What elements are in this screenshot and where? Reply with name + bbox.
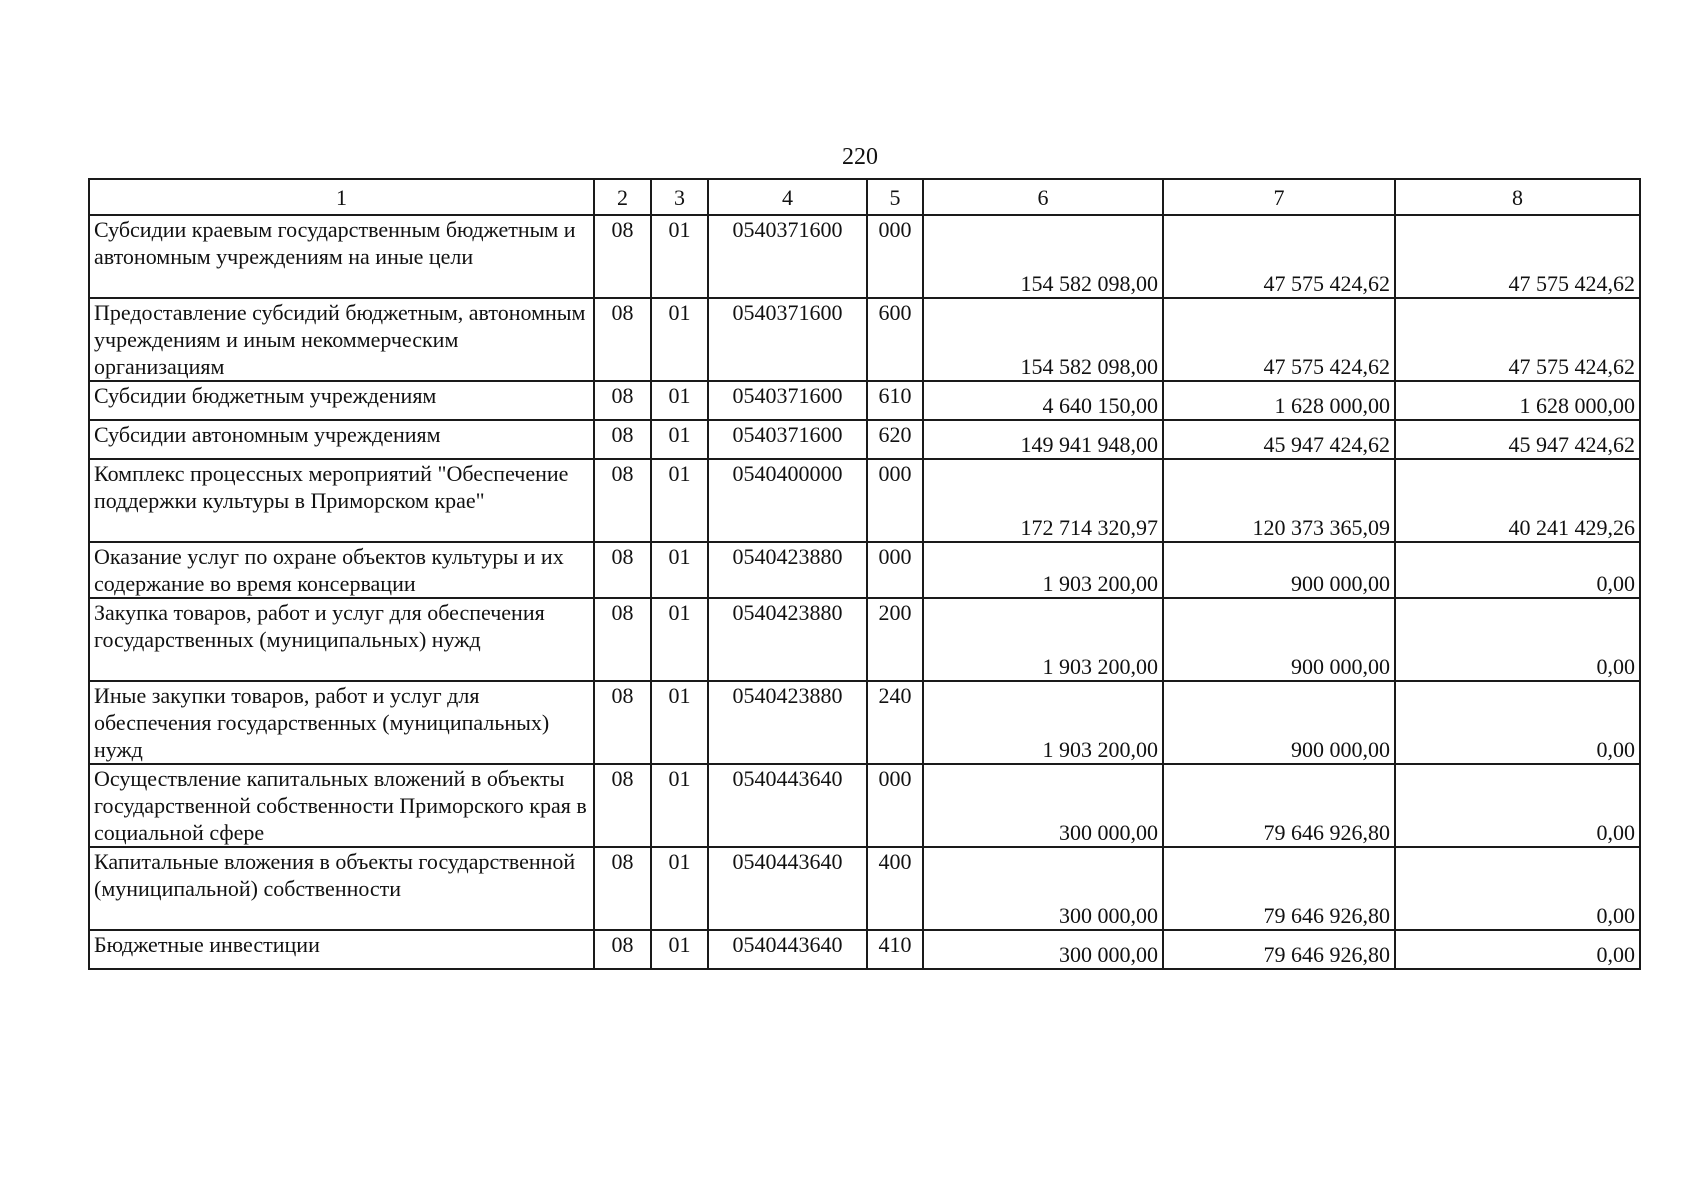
subsection-code: 01: [651, 930, 708, 969]
amount-col6: 300 000,00: [923, 847, 1163, 930]
amount-col7: 45 947 424,62: [1163, 420, 1395, 459]
column-header: 1: [89, 179, 594, 215]
amount-col8: 0,00: [1395, 930, 1640, 969]
subsection-code: 01: [651, 381, 708, 420]
amount-col7: 79 646 926,80: [1163, 764, 1395, 847]
column-header: 6: [923, 179, 1163, 215]
amount-col6: 149 941 948,00: [923, 420, 1163, 459]
amount-col7: 47 575 424,62: [1163, 215, 1395, 298]
section-code: 08: [594, 459, 651, 542]
amount-col8: 47 575 424,62: [1395, 298, 1640, 381]
table-row: [89, 215, 1640, 298]
column-header: 8: [1395, 179, 1640, 215]
expense-type-code: 400: [867, 847, 923, 930]
column-number-row: [89, 179, 1640, 215]
amount-col6: 4 640 150,00: [923, 381, 1163, 420]
target-article-code: 0540371600: [708, 381, 867, 420]
subsection-code: 01: [651, 298, 708, 381]
amount-col6: 154 582 098,00: [923, 215, 1163, 298]
section-code: 08: [594, 764, 651, 847]
subsection-code: 01: [651, 215, 708, 298]
section-code: 08: [594, 420, 651, 459]
subsection-code: 01: [651, 598, 708, 681]
item-name: Субсидии бюджетным учреждениям: [89, 381, 594, 420]
target-article-code: 0540371600: [708, 298, 867, 381]
table-row: [89, 764, 1640, 847]
table-row: [89, 930, 1640, 969]
amount-col8: 0,00: [1395, 847, 1640, 930]
budget-table: [88, 178, 1641, 970]
section-code: 08: [594, 847, 651, 930]
table-row: [89, 681, 1640, 764]
expense-type-code: 240: [867, 681, 923, 764]
item-name: Субсидии автономным учреждениям: [89, 420, 594, 459]
amount-col6: 1 903 200,00: [923, 598, 1163, 681]
amount-col6: 300 000,00: [923, 764, 1163, 847]
target-article-code: 0540423880: [708, 598, 867, 681]
target-article-code: 0540423880: [708, 542, 867, 598]
item-name: Бюджетные инвестиции: [89, 930, 594, 969]
subsection-code: 01: [651, 542, 708, 598]
target-article-code: 0540443640: [708, 847, 867, 930]
expense-type-code: 610: [867, 381, 923, 420]
column-header: 7: [1163, 179, 1395, 215]
expense-type-code: 000: [867, 215, 923, 298]
amount-col7: 900 000,00: [1163, 598, 1395, 681]
table-row: [89, 459, 1640, 542]
amount-col6: 154 582 098,00: [923, 298, 1163, 381]
item-name: Осуществление капитальных вложений в объекты государственной собственности Приморского края в социальной сфере: [89, 764, 594, 847]
amount-col6: 172 714 320,97: [923, 459, 1163, 542]
amount-col6: 300 000,00: [923, 930, 1163, 969]
section-code: 08: [594, 598, 651, 681]
amount-col8: 0,00: [1395, 681, 1640, 764]
subsection-code: 01: [651, 764, 708, 847]
target-article-code: 0540371600: [708, 420, 867, 459]
expense-type-code: 000: [867, 459, 923, 542]
amount-col8: 1 628 000,00: [1395, 381, 1640, 420]
column-header: 3: [651, 179, 708, 215]
expense-type-code: 200: [867, 598, 923, 681]
section-code: 08: [594, 930, 651, 969]
expense-type-code: 410: [867, 930, 923, 969]
amount-col7: 79 646 926,80: [1163, 930, 1395, 969]
amount-col8: 0,00: [1395, 764, 1640, 847]
table-row: [89, 298, 1640, 381]
amount-col6: 1 903 200,00: [923, 542, 1163, 598]
column-header: 4: [708, 179, 867, 215]
table-row: [89, 420, 1640, 459]
expense-type-code: 000: [867, 542, 923, 598]
expense-type-code: 600: [867, 298, 923, 381]
table-row: [89, 598, 1640, 681]
item-name: Комплекс процессных мероприятий "Обеспечение поддержки культуры в Приморском крае": [89, 459, 594, 542]
target-article-code: 0540443640: [708, 930, 867, 969]
amount-col7: 47 575 424,62: [1163, 298, 1395, 381]
amount-col7: 120 373 365,09: [1163, 459, 1395, 542]
section-code: 08: [594, 298, 651, 381]
amount-col7: 79 646 926,80: [1163, 847, 1395, 930]
amount-col8: 0,00: [1395, 542, 1640, 598]
section-code: 08: [594, 381, 651, 420]
item-name: Оказание услуг по охране объектов культуры и их содержание во время консервации: [89, 542, 594, 598]
amount-col6: 1 903 200,00: [923, 681, 1163, 764]
item-name: Иные закупки товаров, работ и услуг для обеспечения государственных (муниципальных) нужд: [89, 681, 594, 764]
item-name: Капитальные вложения в объекты государственной (муниципальной) собственности: [89, 847, 594, 930]
table-row: [89, 381, 1640, 420]
amount-col8: 47 575 424,62: [1395, 215, 1640, 298]
expense-type-code: 000: [867, 764, 923, 847]
table-row: [89, 847, 1640, 930]
item-name: Закупка товаров, работ и услуг для обеспечения государственных (муниципальных) нужд: [89, 598, 594, 681]
target-article-code: 0540423880: [708, 681, 867, 764]
column-header: 5: [867, 179, 923, 215]
expense-type-code: 620: [867, 420, 923, 459]
amount-col7: 1 628 000,00: [1163, 381, 1395, 420]
amount-col8: 45 947 424,62: [1395, 420, 1640, 459]
amount-col8: 0,00: [1395, 598, 1640, 681]
subsection-code: 01: [651, 420, 708, 459]
target-article-code: 0540443640: [708, 764, 867, 847]
target-article-code: 0540400000: [708, 459, 867, 542]
item-name: Субсидии краевым государственным бюджетным и автономным учреждениям на иные цели: [89, 215, 594, 298]
section-code: 08: [594, 215, 651, 298]
section-code: 08: [594, 542, 651, 598]
subsection-code: 01: [651, 681, 708, 764]
amount-col7: 900 000,00: [1163, 542, 1395, 598]
amount-col7: 900 000,00: [1163, 681, 1395, 764]
subsection-code: 01: [651, 847, 708, 930]
amount-col8: 40 241 429,26: [1395, 459, 1640, 542]
target-article-code: 0540371600: [708, 215, 867, 298]
column-header: 2: [594, 179, 651, 215]
subsection-code: 01: [651, 459, 708, 542]
table-row: [89, 542, 1640, 598]
item-name: Предоставление субсидий бюджетным, автономным учреждениям и иным некоммерческим организациям: [89, 298, 594, 381]
section-code: 08: [594, 681, 651, 764]
page-number: 220: [842, 144, 878, 170]
